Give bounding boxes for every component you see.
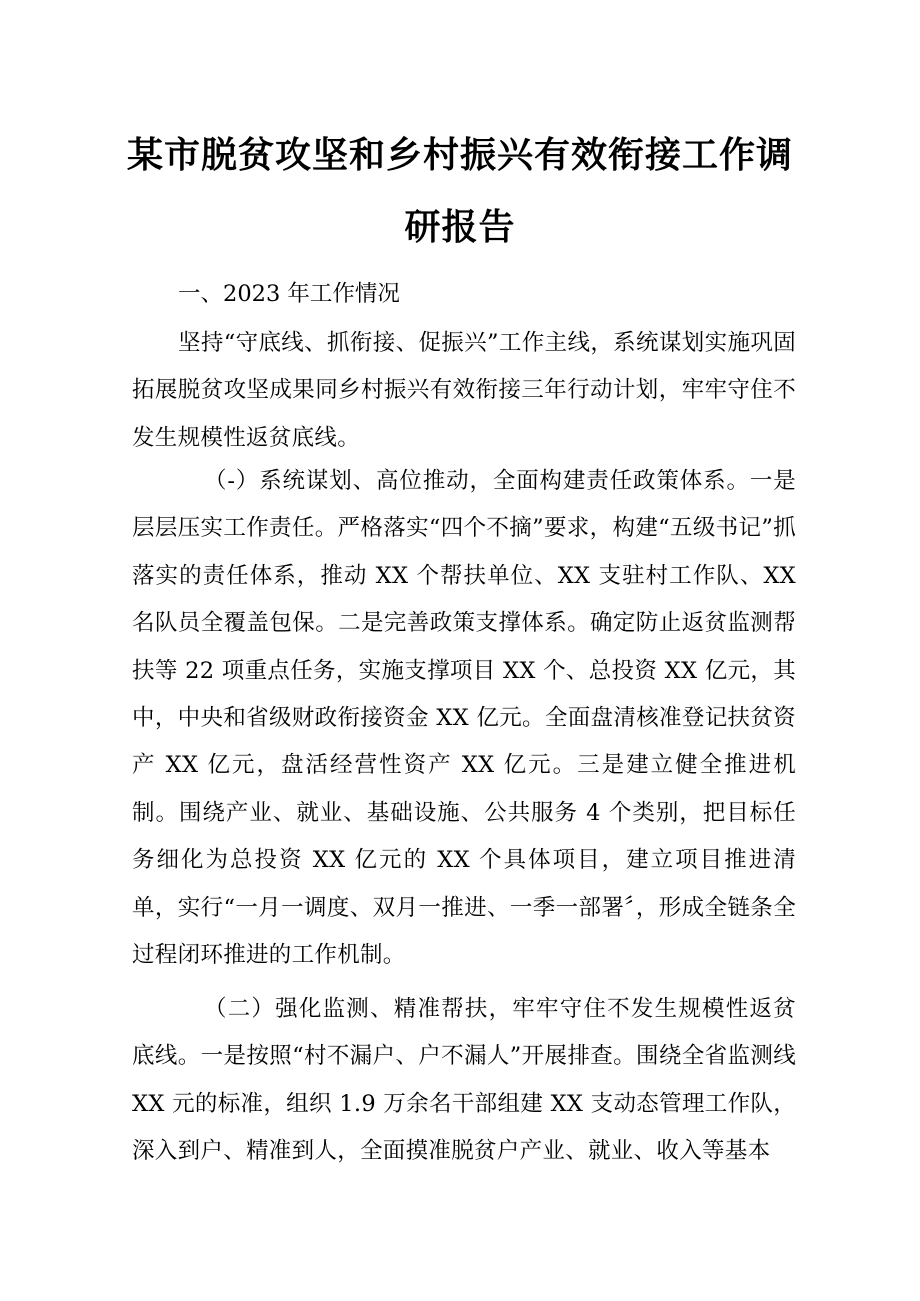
paragraph-section-1: （-）系统谋划、高位推动，全面构建责任政策体系。一是层层压实工作责任。严格落实“四个不摘”要求，构建“五级书记”抓落实的责任体系，推动 XX 个帮扶单位、XX 支驻村工作队、XX 名队员全覆盖包保。二是完善政策支撑体系。确定防止返贫监测帮扶等 22 项重点任务，实施支撑项目 XX 个、总投资 XX 亿元，其中，中央和省级财政衔接资金 XX 亿元。全面盘清核准登记扶贫资产 XX 亿元，盘活经营性资产 XX 亿元。三是建立健全推进机制。围绕产业、就业、基础设施、公共服务 4 个类别，把目标任务细化为总投资 XX 亿元的 XX 个具体项目，建立项目推进清单，实行“一月一调度、双月一推进、一季一部署〞，形成全链条全过程闭环推进的工作机制。 xyxy=(132,468,796,969)
paragraph-section-2: （二）强化监测、精准帮扶，牢牢守住不发生规模性返贫底线。一是按照“村不漏户、户不漏人”开展排查。围绕全省监测线 XX 元的标准，组织 1.9 万余名干部组建 XX 支动态管理工作队，深入到户、精准到人，全面摸准脱贫户产业、就业、收入等基本 xyxy=(132,996,796,1165)
section-heading: 一、2023 年工作情况 xyxy=(178,281,400,307)
document-title-line-1: 某市脱贫攻坚和乡村振兴有效衔接工作调 xyxy=(126,135,793,176)
document-title-line-2: 研报告 xyxy=(404,207,516,248)
paragraph-intro: 坚持“守底线、抓衔接、促振兴”工作主线，系统谋划实施巩固拓展脱贫攻坚成果同乡村振兴有效衔接三年行动计划，牢牢守住不发生规模性返贫底线。 xyxy=(132,330,796,451)
